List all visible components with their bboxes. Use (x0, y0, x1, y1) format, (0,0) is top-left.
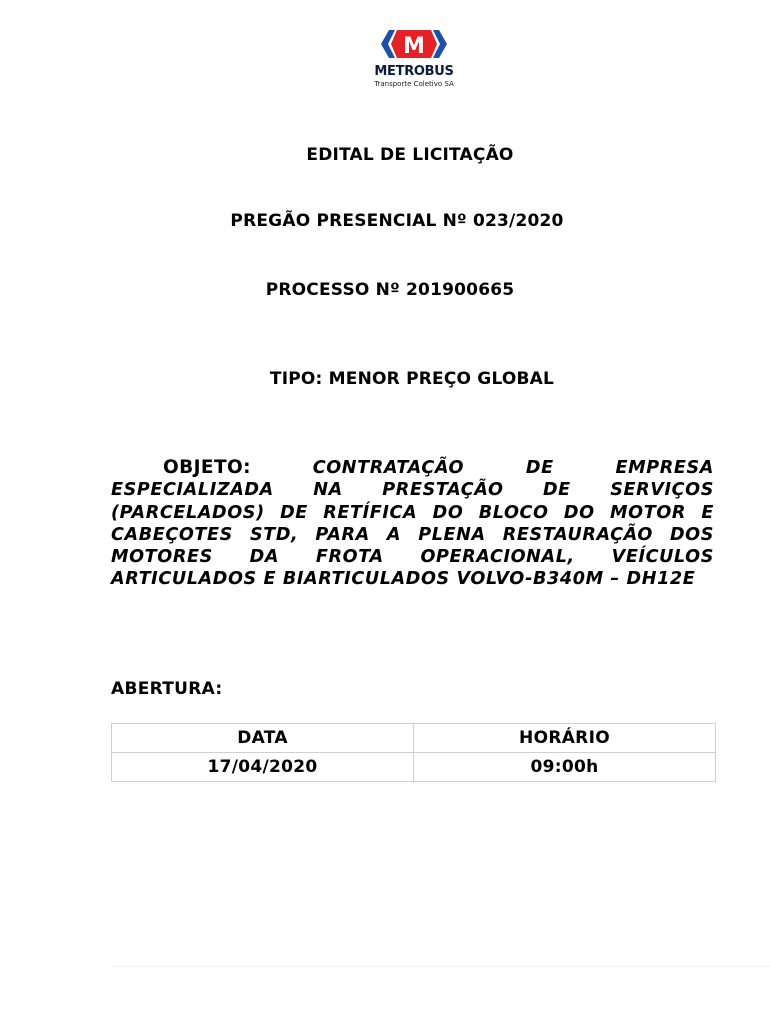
objeto-paragraph (111, 457, 714, 591)
date-cell: 17/04/2020 (112, 753, 414, 782)
date-header: DATA (112, 724, 414, 753)
tipo-licitacao: TIPO: MENOR PREÇO GLOBAL (269, 369, 555, 389)
metrobus-logo (366, 26, 462, 92)
time-cell: 09:00h (414, 753, 716, 782)
logo-wordmark: METROBUS (374, 64, 454, 79)
objeto-text: CONTRATAÇÃO DE EMPRESA ESPECIALIZADA NA PRESTAÇÃO DE SERVIÇOS (PARCELADOS) DE RETÍFICA DO BLOCO DO MOTOR E CABEÇOTES STD, PARA A PLENA RESTAURAÇÃO DOS MOTORES DA FROTA OPERACIONAL, VEÍCULOS ARTICULADOS E BIARTICULADOS VOLVO-B340M – DH12E (111, 458, 714, 590)
abertura-schedule-table (111, 723, 716, 782)
document-title: EDITAL DE LICITAÇÃO (306, 145, 514, 165)
table-header-row (112, 724, 716, 753)
time-header: HORÁRIO (414, 724, 716, 753)
metrobus-m-icon (379, 26, 449, 62)
footer-divider (111, 966, 770, 967)
objeto-label: OBJETO: (163, 457, 251, 478)
table-row (112, 753, 716, 782)
logo-tagline: Transporte Coletivo SA (374, 80, 454, 88)
pregao-number: PREGÃO PRESENCIAL Nº 023/2020 (230, 211, 564, 231)
processo-number: PROCESSO Nº 201900665 (265, 280, 515, 300)
abertura-label: ABERTURA: (111, 679, 223, 699)
svg-text:M: M (403, 34, 425, 59)
